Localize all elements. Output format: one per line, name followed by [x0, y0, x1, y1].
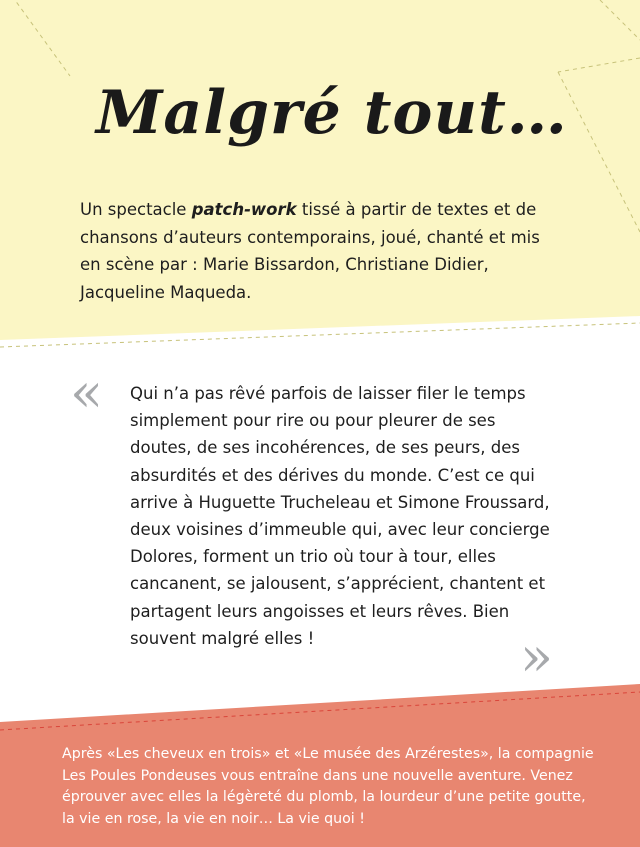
intro-rest: tissé à partir de textes et de chansons d’auteurs contemporains, joué, chanté et mis en scène par : Marie Bissardon, Christiane Didier, Jacqueline Maqueda. — [80, 200, 540, 302]
intro-emphasis: patch-work — [191, 200, 297, 219]
close-quote-mark: » — [520, 625, 554, 688]
page-title: Malgré tout… — [96, 78, 568, 148]
intro-lead: Un spectacle — [80, 200, 192, 219]
outro-paragraph: Après «Les cheveux en trois» et «Le musée des Arzérestes», la compagnie Les Poules Pondeuses vous entraîne dans une nouvelle aventure. Venez éprouver avec elles la légèreté du plomb, la lourdeur d’une petite goutte, la vie en rose, la vie en noir… La vie quoi ! — [62, 746, 594, 827]
quote-paragraph: Qui n’a pas rêvé parfois de laisser filer le temps simplement pour rire ou pour pleurer de ses doutes, de ses incohérences, de ses peurs, des absurdités et des dérives du monde. C’est ce qui arrive à Huguette Trucheleau et Simone Froussard, deux voisines d’immeuble qui, avec leur concierge Dolores, forment un trio où tour à tour, elles cancanent, se jalousent, s’apprécient, chantent et partagent leurs angoisses et leurs rêves. Bien souvent malgré elles ! — [130, 384, 550, 648]
open-quote-mark: « — [70, 361, 104, 424]
intro-paragraph — [80, 196, 560, 306]
